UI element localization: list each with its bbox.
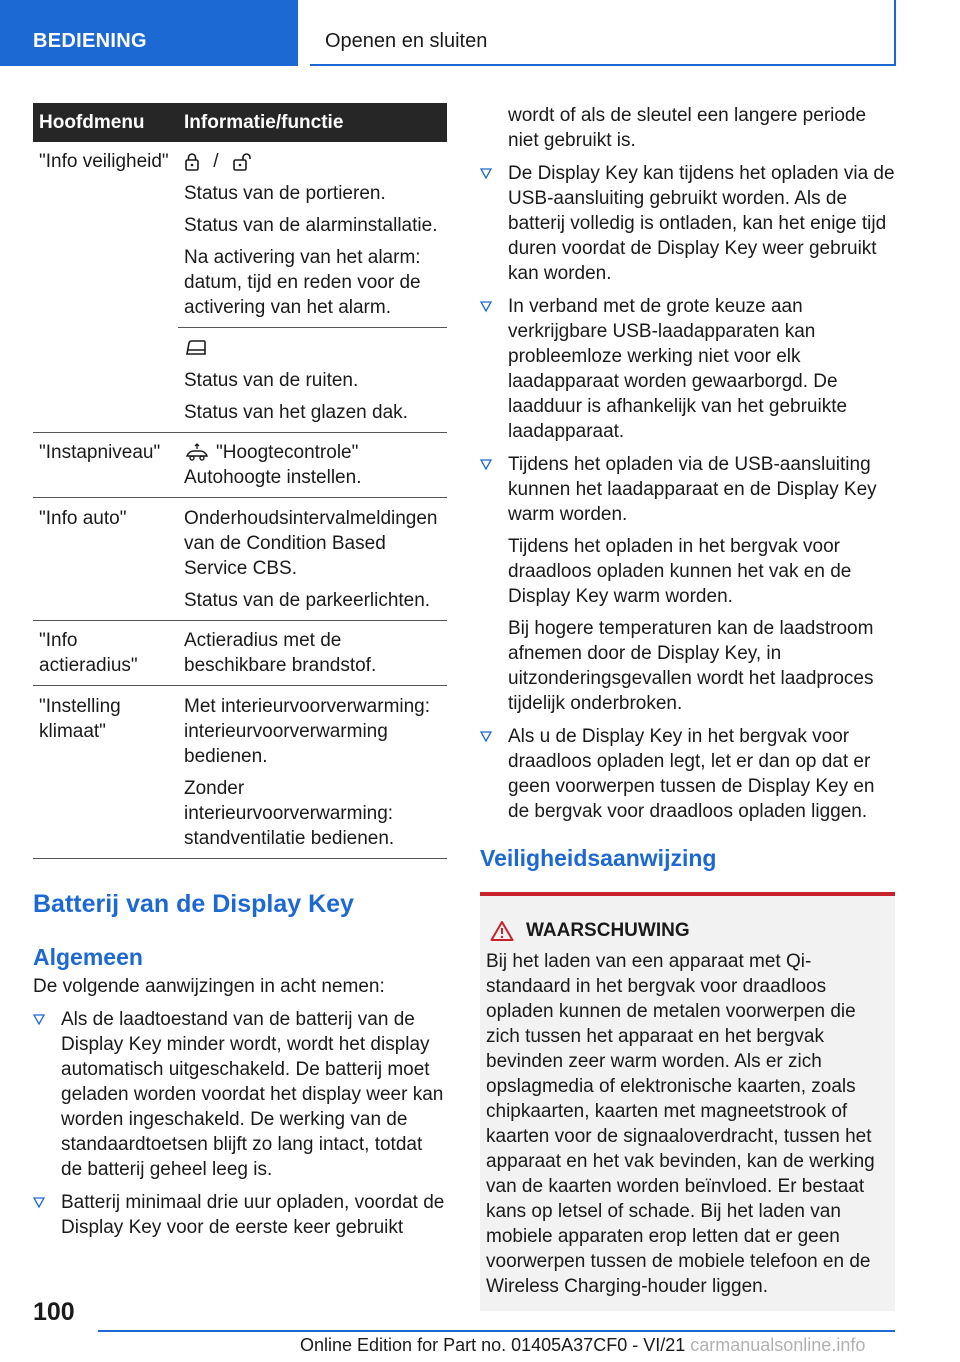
info-line (184, 440, 441, 490)
general-subheading: Algemeen (33, 944, 143, 970)
info-line: Status van de ruiten. (184, 369, 359, 391)
info-line: Met interieurvoorverwarming: interieurvoorverwarming bedienen. (184, 695, 431, 767)
list-item: In verband met de grote keuze aan verkrijgbare USB-laadapparaten kan probleemloze werking niet voor elk laadapparaat worden gewaarborgd. De laadduur is afhankelijk van het gebruikte laadapparaat. (480, 294, 895, 444)
ride-height-text: "Hoogtecontrole" Autohoogte instellen. (184, 442, 362, 488)
list-item: Tijdens het opladen via de USB-aansluiting kunnen het laadapparaat en de Display Key warm worden. Tijdens het opladen in het bergvak voor draadloos opladen kunnen het vak en de Display Key warm worden. Bij hogere temperaturen kan de laadstroom afnemen door de Display Key, in uitzonderingsgevallen wordt het laadproces tijdelijk onderbroken. (480, 452, 895, 716)
info-cell (178, 329, 447, 433)
row-divider (33, 858, 447, 859)
lock-closed-icon (184, 152, 200, 172)
warning-label: WAARSCHUWING (526, 920, 690, 941)
footer-edition: Online Edition for Part no. 01405A37CF0 - VI/21 carmanualsonline.info (300, 1335, 866, 1355)
warning-box (480, 892, 895, 1311)
menu-cell: "Instapniveau" (39, 442, 161, 463)
chapter-header (310, 0, 896, 66)
table-row (33, 687, 447, 859)
info-line: Onderhoudsintervalmeldingen van de Condition Based Service CBS. (184, 507, 438, 579)
info-cell (178, 621, 447, 686)
info-line: Na activering van het alarm: datum, tijd en reden voor de activering van het alarm. (184, 247, 421, 318)
list-item: Als u de Display Key in het bergvak voor draadloos opladen legt, let er dan op dat er geen voorwerpen tussen de Display Key en de bergvak voor draadloos opladen liggen. (480, 724, 895, 824)
info-line: Status van de parkeerlichten. (184, 589, 431, 611)
list-item: Batterij minimaal drie uur opladen, voordat de Display Key voor de eerste keer gebruikt (33, 1190, 447, 1240)
info-line: Zonder interieurvoorverwarming: standventilatie bedienen. (184, 777, 395, 849)
table-header-row (33, 103, 447, 142)
column-header-info: Informatie/functie (178, 103, 447, 142)
menu-cell: "Instelling klimaat" (39, 695, 121, 742)
bullet-triangle-icon (480, 168, 492, 180)
ride-height-icon (184, 443, 210, 463)
battery-bullets-right (480, 161, 895, 824)
bullet-triangle-icon (33, 1014, 45, 1026)
warning-header (486, 918, 887, 943)
main-menu-table (33, 103, 447, 859)
icon-line (184, 336, 441, 361)
info-line: Status van het glazen dak. (184, 401, 408, 423)
watermark: carmanualsonline.info (685, 1335, 866, 1355)
table-row (33, 142, 447, 328)
battery-bullets-left (33, 1007, 447, 1240)
safety-heading: Veiligheidsaanwijzing (480, 845, 717, 871)
bullet-continuation: wordt of als de sleutel een langere periode niet gebruikt is. (508, 105, 867, 151)
icon-line (184, 149, 441, 174)
warning-triangle-icon (490, 920, 514, 942)
icon-separator: / (213, 151, 219, 172)
chapter-title: Openen en sluiten (325, 30, 488, 52)
menu-cell: "Info actieradius" (39, 630, 138, 676)
info-line: Status van de portieren. (184, 183, 386, 204)
info-line: Status van de alarminstallatie. (184, 215, 438, 236)
battery-heading: Batterij van de Display Key (33, 890, 354, 918)
section-title: BEDIENING (33, 30, 147, 52)
info-line: Actieradius met de beschikbare brandstof. (184, 630, 377, 676)
column-header-menu: Hoofdmenu (33, 103, 178, 142)
table-row (33, 499, 447, 621)
warning-text: Bij het laden van een apparaat met Qi-standaard in het bergvak voor draadloos opladen kunnen de metalen voorwerpen die zich tussen het apparaat en het bergvak bevinden zeer warm worden. Als er zich opslagmedia of elektronische kaarten, zoals chipkaarten, kaarten met magneetstrook of kaarten voor de signaaloverdracht, tussen het apparaat en het vak bevinden, kan de werking van de kaarten worden beïnvloed. Er bestaat kans op letsel of schade. Bij het laden van mobiele apparaten erop letten dat er geen voorwerpen tussen de mobiele telefoon en de Wireless Charging-houder liggen. (486, 951, 875, 1297)
info-cell (178, 687, 447, 859)
bullet-triangle-icon (480, 459, 492, 471)
section-tab (0, 0, 298, 66)
right-column (480, 103, 895, 1311)
info-cell (178, 433, 447, 498)
bullet-triangle-icon (480, 301, 492, 313)
table-row (33, 621, 447, 686)
info-cell (178, 499, 447, 621)
menu-cell: "Info veiligheid" (39, 151, 169, 172)
page-number: 100 (33, 1298, 75, 1326)
left-column (33, 103, 447, 1240)
footer-rule (98, 1330, 895, 1332)
window-icon (184, 338, 208, 358)
list-item: De Display Key kan tijdens het opladen via de USB-aansluiting gebruikt worden. Als de batterij volledig is ontladen, kan het enige tijd duren voordat de Display Key weer gebruikt kan worden. (480, 161, 895, 286)
info-cell (178, 142, 447, 328)
intro-text: De volgende aanwijzingen in acht nemen: (33, 976, 385, 997)
list-item: Als de laadtoestand van de batterij van de Display Key minder wordt, wordt het display automatisch uitgeschakeld. De batterij moet geladen worden voordat het display weer kan worden ingeschakeld. De werking van de standaardtoetsen blijft zo lang intact, totdat de batterij geheel leeg is. (33, 1007, 447, 1182)
lock-open-icon (232, 152, 254, 172)
bullet-triangle-icon (33, 1197, 45, 1209)
table-row (33, 433, 447, 498)
menu-cell: "Info auto" (39, 507, 127, 529)
bullet-triangle-icon (480, 731, 492, 743)
